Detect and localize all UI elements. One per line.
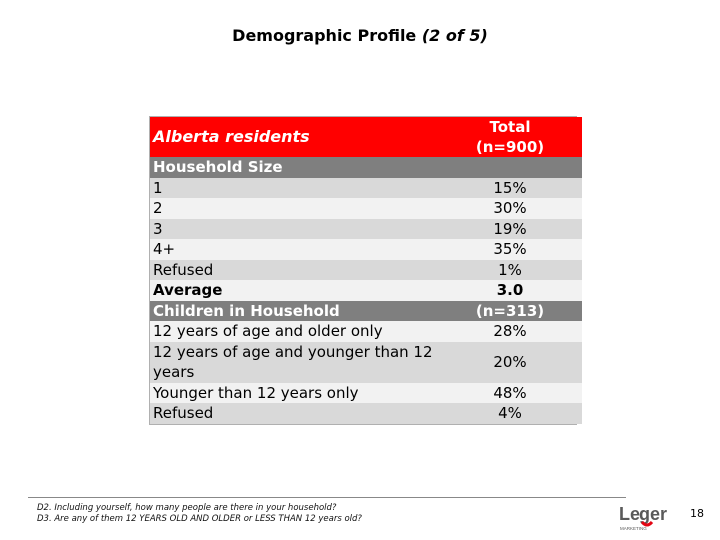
footnotes [37,503,362,525]
row-label: 2 [150,198,438,219]
row-value: 28% [438,321,582,342]
row-value: 4% [438,403,582,424]
row-value [438,157,582,178]
row-label: 12 years of age and younger than 12 years [150,342,438,383]
table-header-row [150,117,582,157]
table-row [150,403,582,424]
table-row [150,321,582,342]
row-value: 48% [438,383,582,404]
header-total-line1: Total [489,118,531,136]
row-label: 3 [150,219,438,240]
table-row [150,342,582,383]
row-value: 19% [438,219,582,240]
section-row-household-size [150,157,582,178]
table-row [150,239,582,260]
demographics-table [149,116,577,425]
logo-tagline: MARKETING [620,526,647,531]
header-label: Alberta residents [150,117,438,157]
section-row-children [150,301,582,322]
footnote-d3: D3. Are any of them 12 YEARS OLD AND OLDER or LESS THAN 12 years old? [37,514,362,524]
page-title-sub: (2 of 5) [421,26,488,45]
row-label: Refused [150,403,438,424]
page-number: 18 [690,507,704,520]
row-value: 30% [438,198,582,219]
row-label: 4+ [150,239,438,260]
row-value: 15% [438,178,582,199]
table-row [150,198,582,219]
table-row [150,383,582,404]
footer-divider [28,497,626,498]
row-label: 1 [150,178,438,199]
logo-text-ger: ger [639,504,668,524]
table-row-average [150,280,582,301]
table-row [150,260,582,281]
page-title-main: Demographic Profile [232,26,417,45]
row-value: (n=313) [438,301,582,322]
row-label: Refused [150,260,438,281]
footnote-d2: D2. Including yourself, how many people are there in your household? [37,503,337,513]
header-total-line2: (n=900) [475,138,545,156]
page-title [0,26,720,45]
row-label: Children in Household [150,301,438,322]
logo-text-le: Le [619,504,641,524]
row-value: 3.0 [438,280,582,301]
row-value: 20% [438,342,582,383]
row-label: Household Size [150,157,438,178]
row-value: 1% [438,260,582,281]
leger-logo [619,500,671,534]
table-row [150,178,582,199]
row-value: 35% [438,239,582,260]
row-label: 12 years of age and older only [150,321,438,342]
header-total [438,117,582,157]
table-row [150,219,582,240]
row-label: Average [150,280,438,301]
row-label: Younger than 12 years only [150,383,438,404]
